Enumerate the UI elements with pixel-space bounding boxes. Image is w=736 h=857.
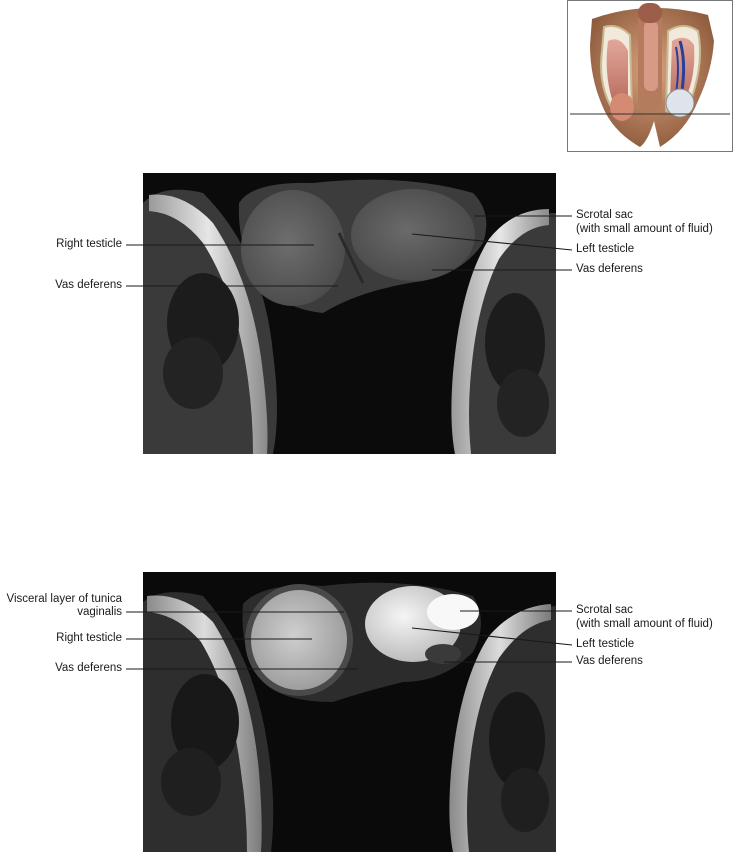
label-visceral-layer-2: Visceral layer of tunica (6, 593, 122, 605)
label-vas-deferens-right-2: Vas deferens (576, 655, 643, 667)
leader-left-testicle-1 (412, 234, 572, 250)
label-right-testicle-2: Right testicle (56, 632, 122, 644)
label-vas-deferens-right-1: Vas deferens (576, 263, 643, 275)
label-scrotal-sac-sub-2: (with small amount of fluid) (576, 618, 713, 630)
label-left-testicle-2: Left testicle (576, 638, 635, 650)
label-vas-deferens-left-2: Vas deferens (55, 662, 122, 674)
leader-left-testicle-2 (412, 628, 572, 645)
label-left-testicle-1: Left testicle (576, 243, 635, 255)
label-scrotal-sac-2: Scrotal sac (576, 604, 633, 616)
label-vas-deferens-left-1: Vas deferens (55, 279, 122, 291)
label-scrotal-sac-sub-1: (with small amount of fluid) (576, 223, 713, 235)
label-right-testicle-1: Right testicle (56, 238, 122, 250)
label-scrotal-sac-1: Scrotal sac (576, 209, 633, 221)
label-visceral-layer-sub-2: vaginalis (77, 606, 122, 618)
